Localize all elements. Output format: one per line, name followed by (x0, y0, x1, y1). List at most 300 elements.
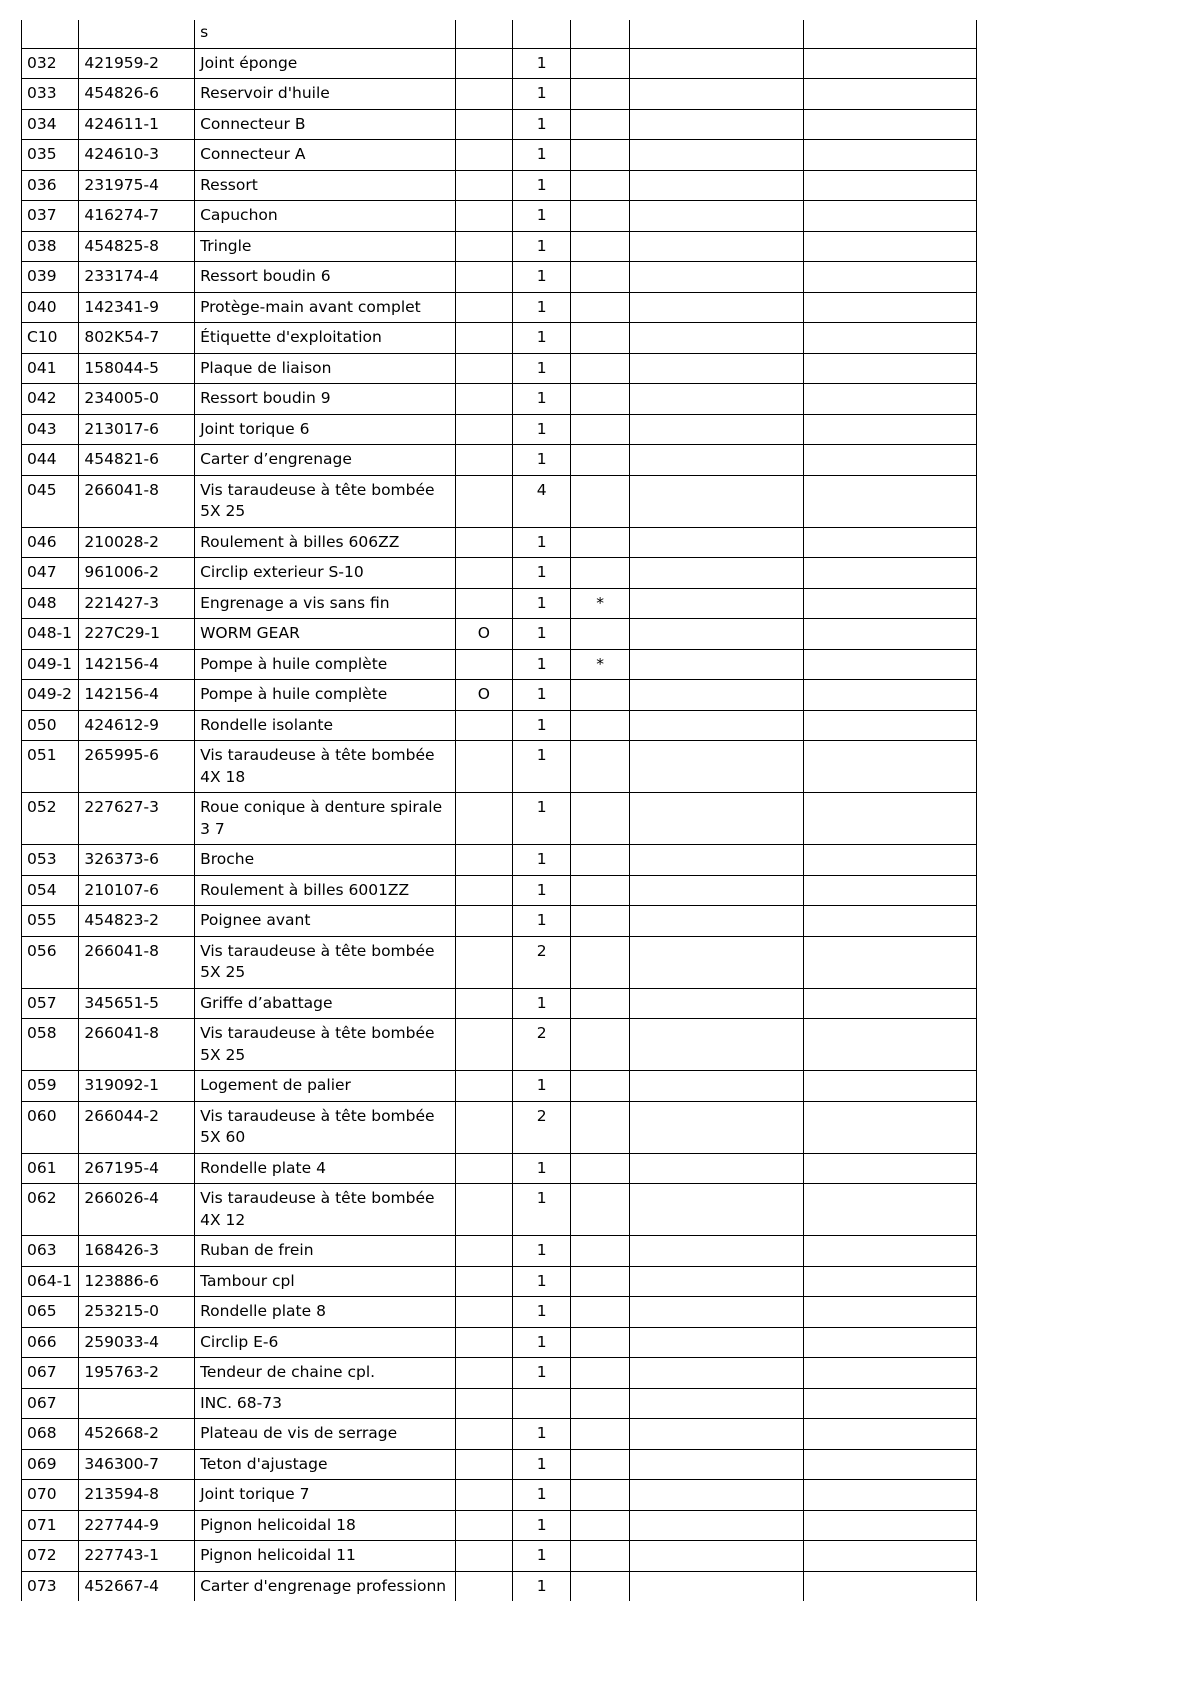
quantity-cell: 1 (513, 619, 571, 650)
table-row (22, 262, 977, 293)
description-cell: Tambour cpl (195, 1266, 456, 1297)
note-cell (629, 1019, 803, 1071)
part-number-cell: 452668-2 (79, 1419, 195, 1450)
note-cell (803, 793, 976, 845)
item-number-cell: 038 (22, 231, 79, 262)
part-number-cell: 266041-8 (79, 936, 195, 988)
option-cell (455, 201, 512, 232)
item-number-cell: 057 (22, 988, 79, 1019)
item-number-cell: 061 (22, 1153, 79, 1184)
description-cell: Ruban de frein (195, 1236, 456, 1267)
note-cell (629, 79, 803, 110)
note-cell (803, 1071, 976, 1102)
table-row (22, 475, 977, 527)
item-number-cell: 062 (22, 1184, 79, 1236)
note-cell (803, 558, 976, 589)
quantity-cell: 1 (513, 79, 571, 110)
note-cell (629, 1388, 803, 1419)
flag-cell (571, 109, 629, 140)
description-cell: Plateau de vis de serrage (195, 1419, 456, 1450)
item-number-cell: 041 (22, 353, 79, 384)
note-cell (803, 1571, 976, 1601)
item-number-cell: 058 (22, 1019, 79, 1071)
item-number-cell: 037 (22, 201, 79, 232)
note-cell (803, 140, 976, 171)
note-cell (629, 1449, 803, 1480)
option-cell (455, 170, 512, 201)
option-cell (455, 445, 512, 476)
note-cell (803, 170, 976, 201)
note-cell (629, 1071, 803, 1102)
quantity-cell: 1 (513, 1419, 571, 1450)
flag-cell (571, 1419, 629, 1450)
table-row (22, 741, 977, 793)
option-cell (455, 1480, 512, 1511)
option-cell (455, 1419, 512, 1450)
table-row (22, 680, 977, 711)
note-cell (803, 353, 976, 384)
description-cell: Ressort (195, 170, 456, 201)
description-cell: Pignon helicoidal 18 (195, 1510, 456, 1541)
part-number-cell: 234005-0 (79, 384, 195, 415)
flag-cell (571, 1480, 629, 1511)
description-cell: Logement de palier (195, 1071, 456, 1102)
note-cell (803, 680, 976, 711)
quantity-cell: 1 (513, 741, 571, 793)
note-cell (629, 140, 803, 171)
note-cell (803, 710, 976, 741)
description-cell: Plaque de liaison (195, 353, 456, 384)
table-row (22, 710, 977, 741)
flag-cell (571, 384, 629, 415)
note-cell (629, 475, 803, 527)
item-number-cell: 049-2 (22, 680, 79, 711)
note-cell (803, 475, 976, 527)
item-number-cell: 055 (22, 906, 79, 937)
item-number-cell: 033 (22, 79, 79, 110)
table-row (22, 201, 977, 232)
quantity-cell: 1 (513, 1071, 571, 1102)
note-cell (803, 384, 976, 415)
part-number-cell: 326373-6 (79, 845, 195, 876)
continuation-row (22, 20, 977, 48)
description-cell: Vis taraudeuse à tête bombée 4X 12 (195, 1184, 456, 1236)
item-number-cell: 052 (22, 793, 79, 845)
option-cell: O (455, 619, 512, 650)
table-row (22, 1153, 977, 1184)
part-number-cell: 424612-9 (79, 710, 195, 741)
table-row (22, 906, 977, 937)
part-number-cell: 266026-4 (79, 1184, 195, 1236)
flag-cell: * (571, 588, 629, 619)
item-number-cell: 070 (22, 1480, 79, 1511)
table-row (22, 988, 977, 1019)
flag-cell (571, 680, 629, 711)
table-row (22, 48, 977, 79)
item-number-cell: 045 (22, 475, 79, 527)
note-cell (629, 1266, 803, 1297)
flag-cell (571, 710, 629, 741)
item-number-cell: 040 (22, 292, 79, 323)
note-cell (803, 1266, 976, 1297)
option-cell (455, 1571, 512, 1601)
note-cell (803, 845, 976, 876)
option-cell (455, 353, 512, 384)
description-cell: INC. 68-73 (195, 1388, 456, 1419)
table-row (22, 1184, 977, 1236)
part-number-cell: 142341-9 (79, 292, 195, 323)
flag-cell (571, 1541, 629, 1572)
option-cell (455, 1184, 512, 1236)
description-cell: Vis taraudeuse à tête bombée 5X 60 (195, 1101, 456, 1153)
quantity-cell: 1 (513, 1510, 571, 1541)
table-row (22, 936, 977, 988)
description-cell: Ressort boudin 6 (195, 262, 456, 293)
quantity-cell: 1 (513, 384, 571, 415)
table-row (22, 875, 977, 906)
description-cell: Roue conique à denture spirale 3 7 (195, 793, 456, 845)
note-cell (803, 1480, 976, 1511)
option-cell (455, 906, 512, 937)
item-number-cell: 071 (22, 1510, 79, 1541)
note-cell (629, 201, 803, 232)
note-cell (629, 741, 803, 793)
flag-cell (571, 741, 629, 793)
parts-table-body (22, 20, 977, 1601)
option-cell (455, 79, 512, 110)
quantity-cell: 2 (513, 1101, 571, 1153)
part-number-cell: 227744-9 (79, 1510, 195, 1541)
quantity-cell: 1 (513, 527, 571, 558)
option-cell (455, 1327, 512, 1358)
option-cell (455, 649, 512, 680)
description-cell: Capuchon (195, 201, 456, 232)
table-row (22, 619, 977, 650)
option-cell (455, 588, 512, 619)
note-cell (803, 20, 976, 48)
flag-cell (571, 353, 629, 384)
option-cell (455, 475, 512, 527)
item-number-cell: 035 (22, 140, 79, 171)
flag-cell (571, 475, 629, 527)
note-cell (629, 323, 803, 354)
description-cell: Teton d'ajustage (195, 1449, 456, 1480)
flag-cell (571, 1297, 629, 1328)
note-cell (629, 988, 803, 1019)
note-cell (803, 1358, 976, 1389)
flag-cell (571, 201, 629, 232)
note-cell (803, 1327, 976, 1358)
flag-cell (571, 527, 629, 558)
flag-cell (571, 1388, 629, 1419)
description-cell: Roulement à billes 6001ZZ (195, 875, 456, 906)
flag-cell (571, 1236, 629, 1267)
description-cell: Connecteur B (195, 109, 456, 140)
option-cell (455, 48, 512, 79)
item-number-cell: 060 (22, 1101, 79, 1153)
table-row (22, 109, 977, 140)
description-cell: Pignon helicoidal 11 (195, 1541, 456, 1572)
note-cell (803, 445, 976, 476)
description-cell: Carter d'engrenage professionn (195, 1571, 456, 1601)
table-row (22, 231, 977, 262)
part-number-cell: 233174-4 (79, 262, 195, 293)
table-row (22, 1071, 977, 1102)
table-row (22, 1510, 977, 1541)
note-cell (629, 527, 803, 558)
table-row (22, 558, 977, 589)
part-number-cell: 213017-6 (79, 414, 195, 445)
note-cell (803, 1153, 976, 1184)
quantity-cell: 1 (513, 793, 571, 845)
note-cell (803, 262, 976, 293)
table-row (22, 1419, 977, 1450)
part-number-cell: 454821-6 (79, 445, 195, 476)
flag-cell (571, 48, 629, 79)
option-cell (455, 1101, 512, 1153)
option-cell (455, 1358, 512, 1389)
flag-cell (571, 793, 629, 845)
quantity-cell: 1 (513, 710, 571, 741)
note-cell (629, 619, 803, 650)
quantity-cell: 1 (513, 140, 571, 171)
quantity-cell: 1 (513, 1358, 571, 1389)
flag-cell (571, 79, 629, 110)
option-cell (455, 1388, 512, 1419)
note-cell (629, 875, 803, 906)
item-number-cell: 049-1 (22, 649, 79, 680)
part-number-cell: 424610-3 (79, 140, 195, 171)
option-cell: O (455, 680, 512, 711)
description-cell: Tringle (195, 231, 456, 262)
table-row (22, 588, 977, 619)
description-cell: Griffe d’abattage (195, 988, 456, 1019)
option-cell (455, 1510, 512, 1541)
quantity-cell: 1 (513, 262, 571, 293)
part-number-cell: 319092-1 (79, 1071, 195, 1102)
option-cell (455, 936, 512, 988)
note-cell (629, 710, 803, 741)
part-number-cell: 158044-5 (79, 353, 195, 384)
item-number-cell: 059 (22, 1071, 79, 1102)
part-number-cell: 802K54-7 (79, 323, 195, 354)
option-cell (455, 1236, 512, 1267)
option-cell (455, 710, 512, 741)
quantity-cell: 1 (513, 292, 571, 323)
flag-cell (571, 875, 629, 906)
note-cell (803, 1236, 976, 1267)
quantity-cell (513, 1388, 571, 1419)
item-number-cell: 042 (22, 384, 79, 415)
flag-cell (571, 445, 629, 476)
option-cell (455, 1449, 512, 1480)
quantity-cell: 1 (513, 414, 571, 445)
note-cell (629, 231, 803, 262)
table-row (22, 140, 977, 171)
note-cell (803, 988, 976, 1019)
note-cell (803, 48, 976, 79)
table-row (22, 1571, 977, 1601)
note-cell (629, 384, 803, 415)
part-number-cell (79, 20, 195, 48)
note-cell (803, 527, 976, 558)
table-row (22, 1266, 977, 1297)
table-row (22, 649, 977, 680)
quantity-cell: 1 (513, 201, 571, 232)
part-number-cell: 346300-7 (79, 1449, 195, 1480)
part-number-cell: 452667-4 (79, 1571, 195, 1601)
quantity-cell: 1 (513, 1266, 571, 1297)
option-cell (455, 262, 512, 293)
note-cell (803, 414, 976, 445)
note-cell (803, 741, 976, 793)
item-number-cell: 047 (22, 558, 79, 589)
quantity-cell: 1 (513, 353, 571, 384)
item-number-cell: 046 (22, 527, 79, 558)
description-cell: Pompe à huile complète (195, 649, 456, 680)
quantity-cell: 1 (513, 906, 571, 937)
item-number-cell: 073 (22, 1571, 79, 1601)
note-cell (629, 445, 803, 476)
item-number-cell: 051 (22, 741, 79, 793)
quantity-cell: 1 (513, 988, 571, 1019)
flag-cell (571, 845, 629, 876)
note-cell (803, 1388, 976, 1419)
description-cell: Connecteur A (195, 140, 456, 171)
part-number-cell: 213594-8 (79, 1480, 195, 1511)
item-number-cell: 044 (22, 445, 79, 476)
flag-cell (571, 140, 629, 171)
option-cell (455, 1541, 512, 1572)
table-row (22, 384, 977, 415)
note-cell (803, 1297, 976, 1328)
table-row (22, 845, 977, 876)
part-number-cell: 221427-3 (79, 588, 195, 619)
option-cell (455, 741, 512, 793)
description-cell: Circlip exterieur S-10 (195, 558, 456, 589)
item-number-cell: 036 (22, 170, 79, 201)
part-number-cell: 454825-8 (79, 231, 195, 262)
option-cell (455, 988, 512, 1019)
item-number-cell: C10 (22, 323, 79, 354)
note-cell (803, 588, 976, 619)
description-cell: Rondelle isolante (195, 710, 456, 741)
option-cell (455, 1071, 512, 1102)
part-number-cell: 142156-4 (79, 680, 195, 711)
note-cell (629, 793, 803, 845)
flag-cell (571, 619, 629, 650)
part-number-cell: 454823-2 (79, 906, 195, 937)
flag-cell (571, 1327, 629, 1358)
part-number-cell: 123886-6 (79, 1266, 195, 1297)
flag-cell (571, 1019, 629, 1071)
option-cell (455, 20, 512, 48)
note-cell (803, 79, 976, 110)
note-cell (803, 1419, 976, 1450)
part-number-cell: 227743-1 (79, 1541, 195, 1572)
note-cell (629, 1327, 803, 1358)
table-row (22, 1297, 977, 1328)
description-cell: Engrenage a vis sans fin (195, 588, 456, 619)
option-cell (455, 875, 512, 906)
quantity-cell: 4 (513, 475, 571, 527)
part-number-cell: 210107-6 (79, 875, 195, 906)
item-number-cell: 069 (22, 1449, 79, 1480)
flag-cell (571, 1153, 629, 1184)
note-cell (803, 1184, 976, 1236)
quantity-cell (513, 20, 571, 48)
part-number-cell: 227C29-1 (79, 619, 195, 650)
item-number-cell: 050 (22, 710, 79, 741)
flag-cell (571, 323, 629, 354)
quantity-cell: 1 (513, 1297, 571, 1328)
note-cell (803, 1449, 976, 1480)
description-cell: Circlip E-6 (195, 1327, 456, 1358)
description-cell: s (195, 20, 456, 48)
part-number-cell: 266041-8 (79, 1019, 195, 1071)
item-number-cell: 068 (22, 1419, 79, 1450)
part-number-cell: 266041-8 (79, 475, 195, 527)
note-cell (629, 906, 803, 937)
quantity-cell: 2 (513, 1019, 571, 1071)
item-number-cell: 048-1 (22, 619, 79, 650)
flag-cell (571, 262, 629, 293)
note-cell (629, 1101, 803, 1153)
quantity-cell: 1 (513, 48, 571, 79)
quantity-cell: 1 (513, 231, 571, 262)
description-cell: Rondelle plate 8 (195, 1297, 456, 1328)
option-cell (455, 845, 512, 876)
quantity-cell: 1 (513, 109, 571, 140)
part-number-cell: 231975-4 (79, 170, 195, 201)
note-cell (629, 936, 803, 988)
note-cell (803, 649, 976, 680)
note-cell (629, 680, 803, 711)
option-cell (455, 292, 512, 323)
option-cell (455, 140, 512, 171)
note-cell (629, 558, 803, 589)
description-cell: Joint éponge (195, 48, 456, 79)
quantity-cell: 1 (513, 1327, 571, 1358)
quantity-cell: 1 (513, 1153, 571, 1184)
note-cell (629, 170, 803, 201)
flag-cell (571, 414, 629, 445)
note-cell (629, 262, 803, 293)
part-number-cell: 210028-2 (79, 527, 195, 558)
option-cell (455, 1266, 512, 1297)
table-row (22, 445, 977, 476)
description-cell: Vis taraudeuse à tête bombée 5X 25 (195, 475, 456, 527)
part-number-cell: 227627-3 (79, 793, 195, 845)
table-row (22, 1236, 977, 1267)
table-row (22, 323, 977, 354)
quantity-cell: 1 (513, 875, 571, 906)
note-cell (803, 323, 976, 354)
table-row (22, 793, 977, 845)
flag-cell: * (571, 649, 629, 680)
note-cell (803, 619, 976, 650)
description-cell: Carter d’engrenage (195, 445, 456, 476)
part-number-cell: 424611-1 (79, 109, 195, 140)
note-cell (803, 109, 976, 140)
flag-cell (571, 906, 629, 937)
note-cell (803, 1019, 976, 1071)
item-number-cell: 048 (22, 588, 79, 619)
item-number-cell: 032 (22, 48, 79, 79)
quantity-cell: 1 (513, 1184, 571, 1236)
option-cell (455, 323, 512, 354)
description-cell: Vis taraudeuse à tête bombée 5X 25 (195, 936, 456, 988)
